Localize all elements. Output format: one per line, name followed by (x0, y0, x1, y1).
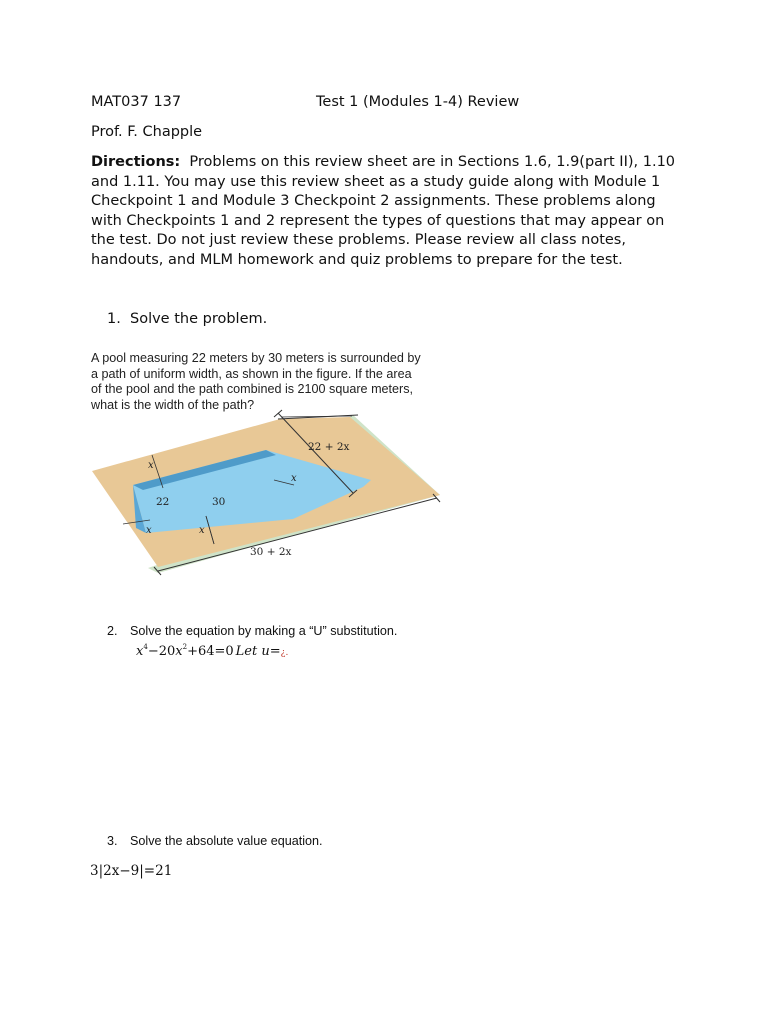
question-prompt: Solve the absolute value equation. (130, 834, 323, 848)
x-label: x (146, 525, 152, 536)
width-label: 30 + 2x (250, 546, 292, 558)
x-label: x (148, 460, 154, 471)
x-label: x (199, 525, 205, 536)
question-number: 2. (107, 624, 118, 638)
eq-variable: x (136, 644, 144, 659)
eq-exponent: 4 (143, 643, 148, 651)
eq-term: −20 (147, 644, 176, 659)
problem-line: of the pool and the path combined is 2100 square meters, (91, 382, 414, 396)
pool-long-label: 30 (212, 496, 226, 508)
professor-name: Prof. F. Chapple (91, 124, 203, 140)
eq-variable: x (175, 644, 183, 659)
problem-line: a path of uniform width, as shown in the figure. If the area (91, 367, 412, 381)
question-prompt: Solve the equation by making a “U” substitution. (130, 624, 398, 638)
eq-substitution: Let u= (235, 644, 281, 659)
eq-exponent: 2 (182, 643, 188, 651)
eq-tail: ¿. (280, 648, 289, 658)
question-1 (107, 310, 267, 330)
test-title: Test 1 (Modules 1-4) Review (316, 94, 520, 110)
x-label: x (291, 473, 297, 484)
problem-line: A pool measuring 22 meters by 30 meters is surrounded by (91, 351, 421, 365)
directions-label: Directions: (91, 154, 181, 170)
pool-figure (88, 345, 473, 580)
course-code: MAT037 137 (91, 94, 182, 110)
height-label: 22 + 2x (308, 441, 350, 453)
problem-line: what is the width of the path? (91, 398, 255, 412)
question-number: 1. (107, 311, 121, 327)
question-2 (107, 624, 397, 638)
pool-short-label: 22 (156, 496, 170, 508)
question-number: 3. (107, 834, 118, 848)
equation-3: 3|2x−9|=21 (90, 863, 173, 879)
question-3 (107, 834, 323, 848)
directions-paragraph (91, 153, 681, 271)
equation-2 (136, 643, 288, 659)
directions-text: Problems on this review sheet are in Sections 1.6, 1.9(part II), 1.10 and 1.11. You may use this review sheet as a study guide along with Module 1 Checkpoint 1 and Module 3 Checkpoint 2 assignments. These problems along with Checkpoints 1 and 2 represent the types of questions that may appear on the test. Do not just review these problems. Please review all class notes, handouts, and MLM homework and quiz problems to prepare for the test. (91, 154, 676, 268)
question-prompt: Solve the problem. (130, 311, 268, 327)
eq-term: +64=0 (187, 644, 234, 659)
